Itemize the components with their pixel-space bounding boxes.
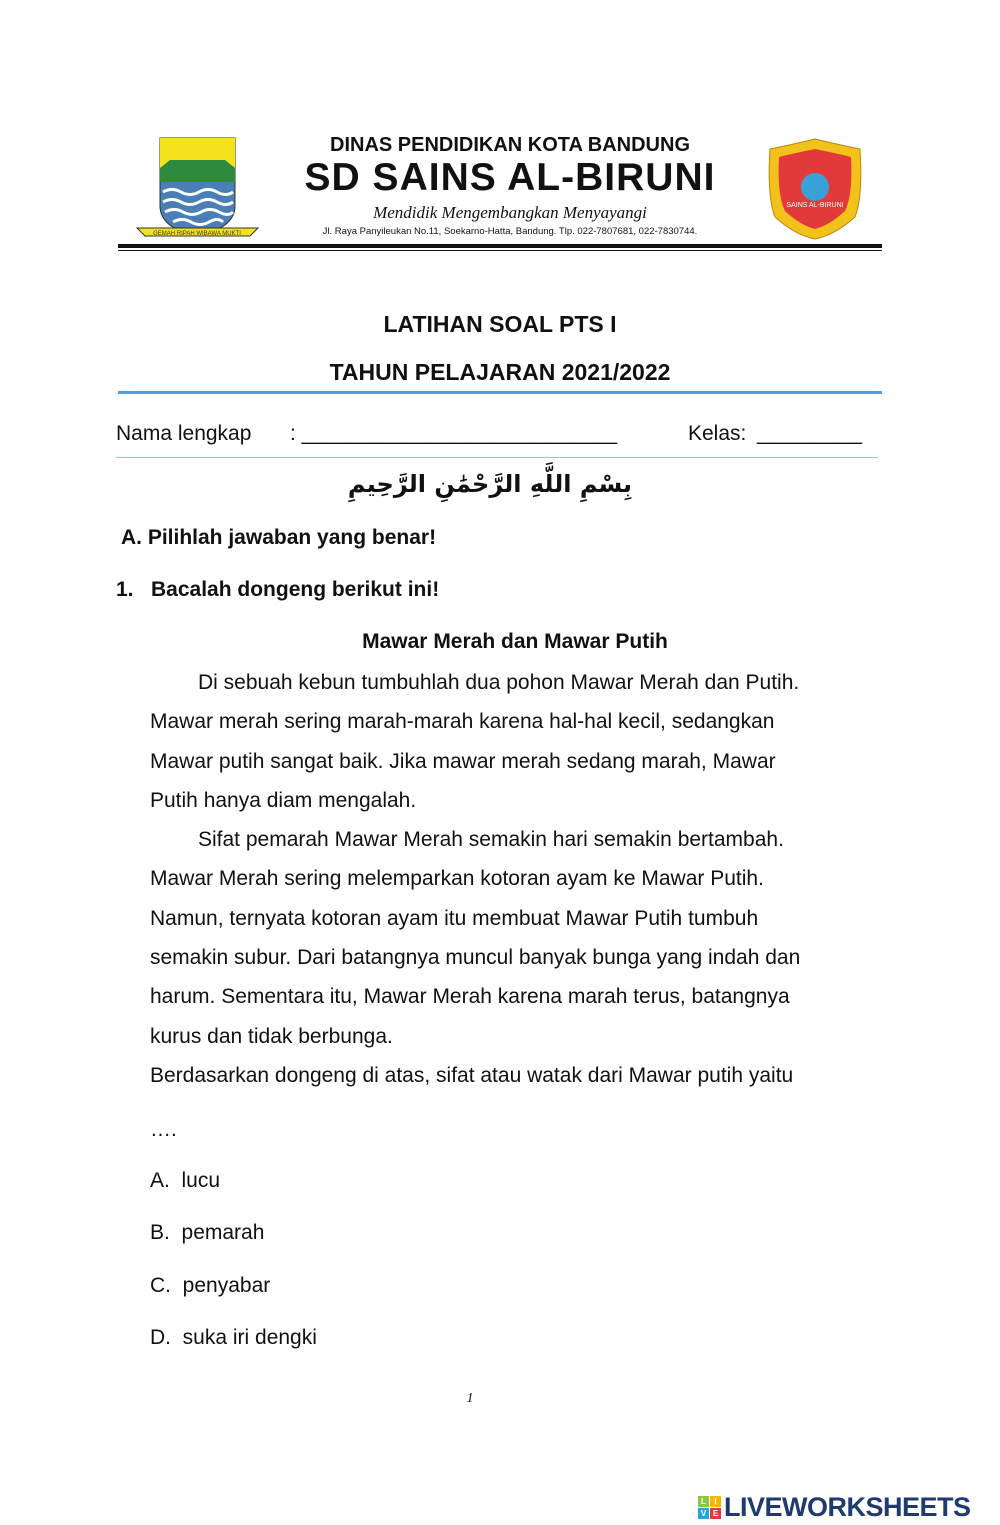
option-d[interactable] xyxy=(150,1326,317,1350)
name-field[interactable]: : ___________________________ xyxy=(290,422,618,445)
option-text: penyabar xyxy=(182,1274,271,1297)
story-line: Putih hanya diam mengalah. xyxy=(150,788,417,812)
school-year: TAHUN PELAJARAN 2021/2022 xyxy=(329,359,671,385)
liveworksheets-wordmark: LIVEWORKSHEETS xyxy=(724,1492,971,1522)
story-line: Namun, ternyata kotoran ayam itu membuat Mawar Putih tumbuh xyxy=(150,906,759,930)
school-motto: Mendidik Mengembangkan Menyayangi xyxy=(373,203,647,222)
section-heading: A. Pilihlah jawaban yang benar! xyxy=(121,526,437,549)
option-text: lucu xyxy=(181,1169,221,1192)
story-line: semakin subur. Dari batangnya muncul banyak bunga yang indah dan xyxy=(150,946,801,970)
story-line: Mawar putih sangat baik. Jika mawar merah sedang marah, Mawar xyxy=(150,749,776,773)
option-text: pemarah xyxy=(181,1221,265,1244)
form-rule xyxy=(116,457,878,458)
option-letter: B. xyxy=(150,1221,170,1244)
question-number: 1. xyxy=(116,578,134,601)
option-letter: C. xyxy=(150,1274,171,1297)
story-line: Sifat pemarah Mawar Merah semakin hari semakin bertambah. xyxy=(198,828,784,852)
liveworksheets-logo xyxy=(698,1492,971,1523)
story-line: harum. Sementara itu, Mawar Merah karena marah terus, batangnya xyxy=(150,985,790,1009)
story-line: kurus dan tidak berbunga. xyxy=(150,1024,393,1048)
option-a[interactable] xyxy=(150,1169,220,1193)
svg-text:GEMAH RIPAH WIBAWA MUKTI: GEMAH RIPAH WIBAWA MUKTI xyxy=(153,231,241,237)
answer-ellipsis: …. xyxy=(150,1118,177,1141)
option-letter: D. xyxy=(150,1326,171,1349)
agency-name: DINAS PENDIDIKAN KOTA BANDUNG xyxy=(330,134,690,156)
school-logo xyxy=(765,137,865,241)
class-label: Kelas: xyxy=(688,422,747,445)
story-line: Mawar Merah sering melemparkan kotoran ayam ke Mawar Putih. xyxy=(150,867,764,891)
header-rule-thin xyxy=(118,250,882,251)
name-label: Nama lengkap xyxy=(116,422,252,445)
class-field[interactable]: _________ xyxy=(757,422,863,445)
question-prompt: Berdasarkan dongeng di atas, sifat atau watak dari Mawar putih yaitu xyxy=(150,1063,794,1087)
header-rule xyxy=(118,244,882,248)
svg-text:SAINS AL-BIRUNI: SAINS AL-BIRUNI xyxy=(786,202,844,209)
bismillah-calligraphy: بِسْمِ اللَّهِ الرَّحْمَٰنِ الرَّحِيمِ xyxy=(347,470,633,498)
live-box-icon: L I V E xyxy=(698,1496,721,1519)
option-b[interactable] xyxy=(150,1221,264,1245)
option-c[interactable] xyxy=(150,1274,270,1298)
page-number: 1 xyxy=(466,1391,474,1406)
story-text xyxy=(150,663,890,1095)
story-line: Mawar merah sering marah-marah karena hal-hal kecil, sedangkan xyxy=(150,710,775,734)
school-address: Jl. Raya Panyileukan No.11, Soekarno-Hatta, Bandung. Tlp. 022-7807681, 022-7830744. xyxy=(322,226,698,237)
question-instruction: Bacalah dongeng berikut ini! xyxy=(151,578,440,601)
school-name: SD SAINS AL-BIRUNI xyxy=(304,156,716,199)
option-letter: A. xyxy=(150,1169,170,1192)
bandung-city-logo xyxy=(135,136,260,241)
exam-title: LATIHAN SOAL PTS I xyxy=(383,311,617,337)
option-text: suka iri dengki xyxy=(182,1326,317,1349)
story-line: Di sebuah kebun tumbuhlah dua pohon Mawar Merah dan Putih. xyxy=(198,671,800,694)
title-rule xyxy=(118,391,882,394)
story-title: Mawar Merah dan Mawar Putih xyxy=(362,630,668,653)
